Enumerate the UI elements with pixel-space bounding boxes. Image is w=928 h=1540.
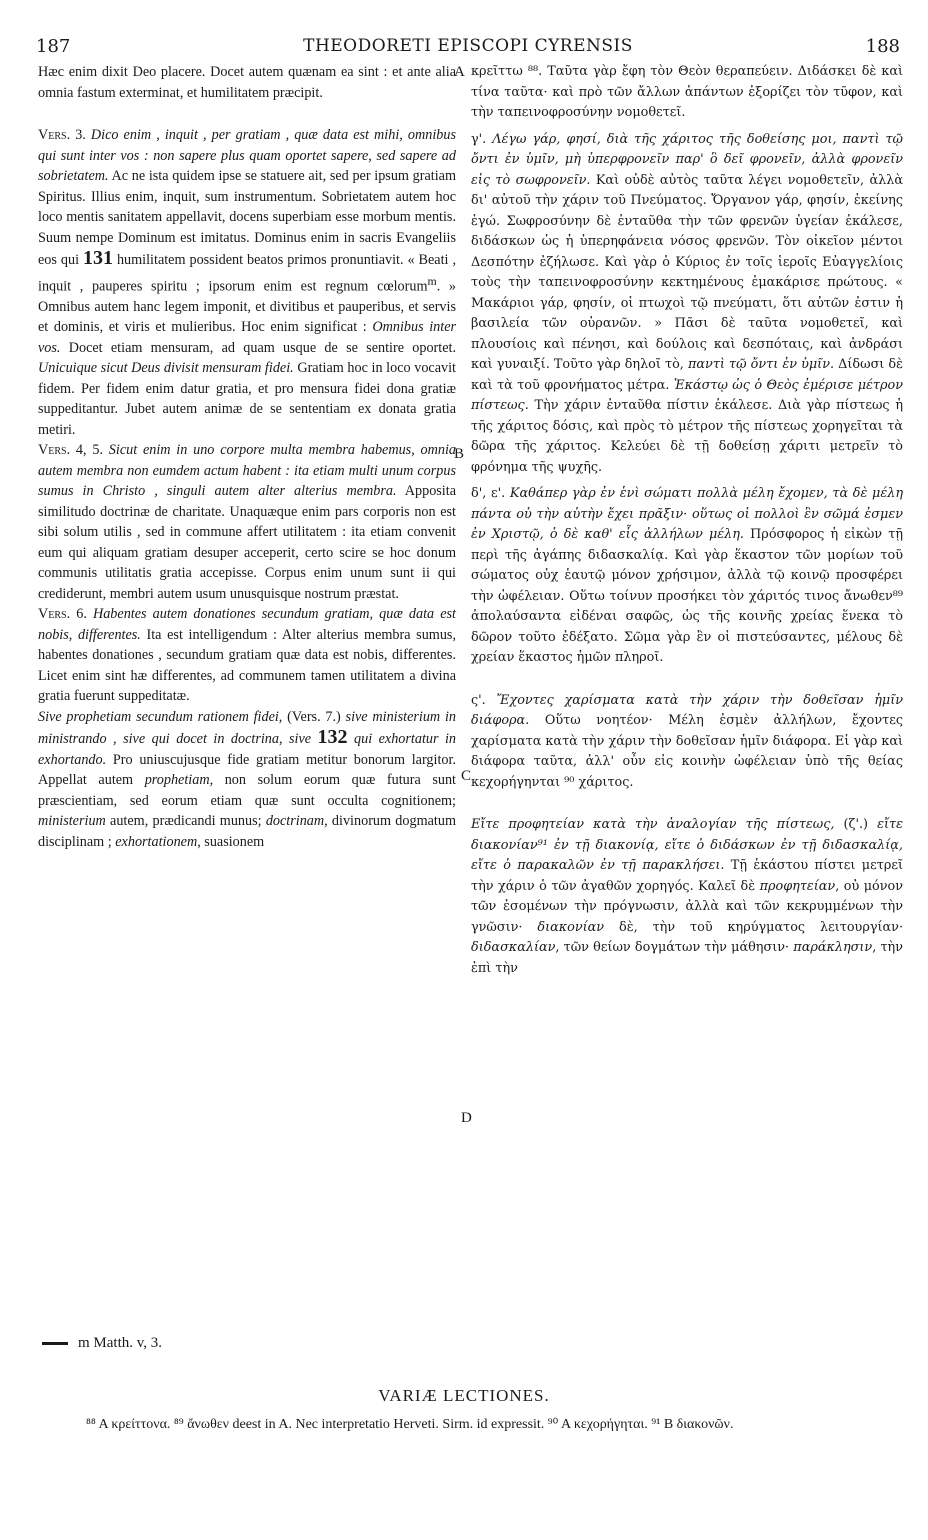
greek-text: Οὕτω νοητέον· Μέλη ἐσμὲν ἀλλήλων, ἔχοντες χαρίσματα κατὰ τὴν χάριν τὴν δοθεῖσαν ἡμῖν διάφορα. Εἰ γὰρ καὶ διάφορα ταῦτα, ἀλλ' οὖν εἰς κοινὴν ὠφέλειαν ὑπὸ τῆς θείας κεχορήγηνται ⁹⁰ χάριτος. bbox=[471, 713, 903, 790]
latin-text: Apposita similitudo doctrinæ de charitate. Unaquæque enim pars corporis non est sibi solum utilis , sed in commune affert utilitatem : ita etiam convenit eum qui aliquam gratiam desuper acceperit, certo scire se hoc donum communis utilitatis gratia accepisse. Corpus enim unum sunt ii qui crediderunt, membri autem usum unusquisque nostrum præstat. bbox=[38, 483, 456, 602]
scripture-quote: Εἴτε προφητείαν κατὰ τὴν ἀναλογίαν τῆς πίστεως, bbox=[471, 817, 835, 832]
greek-term: διδασκαλίαν bbox=[471, 940, 556, 955]
greek-text: Τῇ ἑκάστου πίστει μετρεῖ τὴν χάριν ὁ τῶν ἀγαθῶν χορηγός. Καλεῖ δὲ bbox=[471, 858, 903, 894]
greek-paragraph bbox=[471, 130, 903, 479]
column-number: 131 bbox=[82, 247, 113, 269]
scripture-quote: Sicut enim in uno corpore multa membra habemus, omnia autem membra non eumdem actum habent : ita etiam multi unum corpus sumus in Christo , singuli autem alter alterius membra. bbox=[38, 442, 456, 500]
scripture-quote: παντὶ τῷ ὄντι ἐν ὑμῖν. bbox=[687, 357, 835, 372]
margin-letter-d: D bbox=[461, 1110, 472, 1126]
scripture-quote: Dico enim , inquit , per gratiam , quæ data est mihi, omnibus qui sunt inter vos : non sapere plus quam oportet sapere, sed sapere ad sobrietatem. bbox=[38, 127, 456, 184]
verse-label: γ'. bbox=[471, 131, 493, 147]
latin-paragraph bbox=[38, 440, 456, 604]
latin-text: , divinorum dogmatum disciplinam ; bbox=[38, 813, 456, 850]
latin-text: Ita est intelligendum : Alter alterius membra sumus, habentes donationes , secundum gratiam quæ data est nobis, differentes. Licet enim sint hæ differentes, ad communem tamen utilitatem a divina gratia fuerunt suppeditatæ. bbox=[38, 626, 456, 705]
greek-text: , οὐ μόνον τῶν ἐσομένων τὴν πρόγνωσιν, ἀλλὰ καὶ τῶν κεκρυμμένων τὴν γνῶσιν· bbox=[471, 878, 903, 935]
greek-text: Πρόσφορος ἡ εἰκὼν τῇ περὶ τῆς ἀγάπης διδασκαλίᾳ. Καὶ γὰρ ἕκαστον τῶν μορίων τοῦ σώματος οὐχ ἑαυτῷ μόνον χρήσιμον, ἀλλὰ τῷ κοινῷ προσφέρει τὴν ὠφέλειαν. Οὕτω τοίνυν προσήκει τὸν χάριτός τινος ἄνωθεν⁸⁹ ἀπολαύσαντα εἰδέναι σαφῶς, ὡς τῆς κοινῆς χρείας ἕνεκα τὸ δῶρον τοῦτο ἐδέξατο. Σῶμα γὰρ ἓν οἱ πιστεύσαντες, μέλους δὲ χρείαν ἕκαστος ἡμῶν πληροῖ. bbox=[471, 527, 903, 665]
variae-lectiones-heading: VARIÆ LECTIONES. bbox=[378, 1386, 550, 1405]
greek-paragraph bbox=[471, 815, 903, 979]
greek-paragraph bbox=[471, 62, 903, 124]
latin-term: doctrinam bbox=[265, 813, 325, 830]
latin-column bbox=[38, 62, 456, 852]
latin-term: exhortationem bbox=[115, 833, 198, 850]
greek-text: Δίδωσι δὲ καὶ τὰ τοῦ φρονήματος μέτρα. bbox=[471, 357, 904, 393]
running-title: THEODORETI EPISCOPI CYRENSIS bbox=[303, 36, 633, 56]
latin-text: , non solum eorum quæ futura sunt præscientiam, sed eorum etiam quæ sunt occulta cognitionem; bbox=[38, 772, 456, 809]
greek-text: , τῶν θείων δογμάτων τὴν μάθησιν· bbox=[555, 940, 794, 955]
latin-text: , suasionem bbox=[197, 833, 265, 850]
greek-text: Καὶ οὐδὲ αὐτὸς ταῦτα λέγει νομοθετεῖν, ἀλλὰ δι' αὐτοῦ τὴν χάριν τοῦ Πνεύματος. Ὄργανον γάρ, φησίν, ἐκείνης ἐγώ. Σωφροσύνην δὲ ἐνταῦθα τὴν τῶν φρενῶν ὑγείαν ἐκάλεσε, διδάσκων ὡς ἡ ὑπερηφάνεια νόσος φρενῶν. Τὸν οἰκεῖον μέντοι Δεσπότην ἐζήλωσε. Καὶ γὰρ ὁ Κύριος ἐν τοῖς ἱεροῖς Εὐαγγελίοις τοὺς τὴν ταπεινοφροσύνην κεκτημένους ἐμακάρισε πρώτους. « Μακάριοι γάρ, φησίν, οἱ πτωχοὶ τῷ πνεύματι, ὅτι αὐτῶν ἐστιν ἡ βασιλεία τῶν οὐρανῶν. » Πᾶσι δὲ ταῦτα νομοθετεῖ, καὶ πλουσίοις καὶ πένησι, καὶ δούλοις καὶ δεσπόταις, καὶ ἀνδράσι καὶ γυναιξί. Τοῦτο γὰρ δηλοῖ τὸ, bbox=[471, 172, 904, 372]
scripture-quote: Λέγω γάρ, φησί, διὰ τῆς χάριτος τῆς δοθείσης μοι, παντὶ τῷ ὄντι ἐν ὑμῖν, μὴ ὑπερφρονεῖν παρ' ὃ δεῖ φρονεῖν, ἀλλὰ φρονεῖν εἰς τὸ σωφρονεῖν. bbox=[471, 131, 903, 188]
scripture-quote: Unicuique sicut Deus divisit mensuram fidei. bbox=[38, 360, 294, 377]
verse-label: (Vers. 7.) bbox=[282, 708, 346, 725]
latin-text: Gratiam hoc in loco vocavit fidem. Per fidem enim datur gratia, et pro mensura fidei dona gratiæ suppeditantur. Jubet autem animæ de se sententiam ex donata gratia metiri. bbox=[38, 360, 456, 438]
greek-text: δὲ, τὴν τοῦ κηρύγματος λειτουργίαν· bbox=[604, 919, 904, 935]
greek-paragraph bbox=[471, 484, 903, 669]
latin-text: autem, prædicandi munus; bbox=[105, 813, 266, 830]
page-number-right: 188 bbox=[865, 36, 900, 57]
latin-text: Pro uniuscujusque fide gratiam metitur bonorum largitor. Appellat autem bbox=[38, 751, 456, 789]
footnote: m Matth. v, 3. bbox=[78, 1335, 163, 1351]
latin-text: Ac ne ista quidem ipse se statuere ait, sed per ipsum gratiam Spiritus. Illius enim, inquit, sum instrumentum. Sobrietatem autem hoc loco mentis sanitatem appellavit, docens superbiam esse morbum mentis. Suum nempe Dominum est imitatus. Dominus enim in sacris Evangeliis eos qui bbox=[38, 168, 456, 268]
verse-label: ς'. bbox=[471, 692, 497, 708]
greek-term: διακονίαν bbox=[537, 919, 605, 935]
verse-label: δ', ε'. bbox=[471, 486, 510, 501]
latin-paragraph bbox=[38, 604, 456, 707]
scripture-quote: sive ministerium in ministrando , sive qui docet in doctrina, sive bbox=[38, 708, 456, 748]
verse-label: (ζ'.) bbox=[834, 817, 878, 832]
margin-letter-a: A bbox=[454, 64, 465, 80]
greek-text: , τὴν ἐπὶ τὴν bbox=[471, 940, 903, 976]
latin-text: Hæc enim dixit Deo placere. Docet autem quænam ea sint : et ante alia omnia fastum exterminat, et humilitatem præcipit. bbox=[38, 64, 456, 101]
greek-term: προφητείαν bbox=[759, 878, 836, 894]
latin-paragraph bbox=[38, 62, 456, 103]
variae-lectiones-text: ⁸⁸ A κρείττονα. ⁸⁹ ἄνωθεν deest in A. Nec interpretatio Herveti. Sirm. id expressit. ⁹⁰ A κεχορήγηται. ⁹¹ B διακονῶν. bbox=[86, 1417, 734, 1432]
greek-text: Τὴν χάριν ἐνταῦθα πίστιν ἐκάλεσε. Διὰ γὰρ πίστεως ἡ τῆς χάριτος δόσις, καὶ πρὸς τὸ μέτρον τῆς πίστεως χορηγεῖται τὰ δῶρα τῆς χάριτος. Κελεύει δὲ τῇ δοθείσῃ χάριτι μετρεῖν τὸ φρόνημα τῆς ψυχῆς. bbox=[471, 398, 903, 475]
verse-label: Vers. 3. bbox=[38, 127, 86, 143]
scripture-quote: Omnibus inter vos. bbox=[38, 319, 457, 356]
footnote-ref: m bbox=[427, 273, 437, 288]
latin-text: . » Omnibus autem hanc legem imponit, et divitibus et pauperibus, et servis et dominis, et viris et mulieribus. Hoc enim significat : bbox=[38, 278, 456, 336]
greek-paragraph bbox=[471, 691, 903, 794]
scripture-quote: εἴτε διακονίαν⁹¹ ἐν τῇ διακονίᾳ, εἴτε ὁ διδάσκων ἐν τῇ διδασκαλίᾳ, εἴτε ὁ παρακαλῶν ἐν τῇ παρακλήσει. bbox=[471, 817, 903, 873]
scripture-quote: Sive prophetiam secundum rationem fidei, bbox=[38, 708, 283, 725]
latin-term: prophetiam bbox=[144, 772, 210, 789]
page-number-left: 187 bbox=[36, 36, 71, 57]
scripture-quote: Ἑκάστῳ ὡς ὁ Θεὸς ἐμέρισε μέτρον πίστεως. bbox=[471, 377, 903, 413]
latin-paragraph bbox=[38, 125, 456, 440]
scripture-quote: Καθάπερ γὰρ ἐν ἑνὶ σώματι πολλὰ μέλη ἔχομεν, τὰ δὲ μέλη πάντα οὐ τὴν αὐτὴν ἔχει πρᾶξιν· οὕτως οἱ πολλοὶ ἓν σῶμά ἐσμεν ἐν Χριστῷ, ὁ δὲ καθ' εἷς ἀλλήλων μέλη. bbox=[471, 486, 903, 542]
column-number: 132 bbox=[317, 726, 348, 749]
running-header bbox=[36, 36, 900, 60]
greek-column bbox=[471, 62, 903, 979]
scripture-quote: qui exhortatur in exhortando. bbox=[38, 731, 457, 768]
verse-label: Vers. 6. bbox=[38, 606, 87, 623]
latin-paragraph bbox=[38, 707, 456, 853]
greek-term: παράκλησιν bbox=[793, 940, 873, 955]
latin-text: humilitatem possident beatos primos pronuntiavit. « Beati , inquit , pauperes spiritu ; ipsorum enim est regnum cœlorum bbox=[38, 252, 457, 295]
footnote-rule bbox=[42, 1342, 68, 1345]
margin-letter-b: B bbox=[454, 446, 465, 462]
latin-term: ministerium bbox=[38, 813, 106, 830]
scripture-quote: Ἔχοντες χαρίσματα κατὰ τὴν χάριν τὴν δοθεῖσαν ἡμῖν διάφορα. bbox=[471, 692, 903, 728]
scripture-quote: Habentes autem donationes secundum gratiam, quæ data est nobis, differentes. bbox=[38, 606, 456, 643]
margin-letter-c: C bbox=[461, 768, 472, 784]
latin-text: Docet etiam mensuram, ad quam usque de se sentire oportet. bbox=[60, 339, 456, 356]
greek-text: κρεῖττω ⁸⁸. Ταῦτα γὰρ ἔφη τὸν Θεὸν θεραπεύειν. Διδάσκει δὲ καὶ τίνα ταῦτα· καὶ πρὸ τῶν ἄλλων ἁπάντων ἐξορίζει τὸν τῦφον, καὶ τὴν ταπεινοφροσύνην νομοθετεῖ. bbox=[471, 64, 903, 120]
verse-label: Vers. 4, 5. bbox=[38, 442, 103, 459]
